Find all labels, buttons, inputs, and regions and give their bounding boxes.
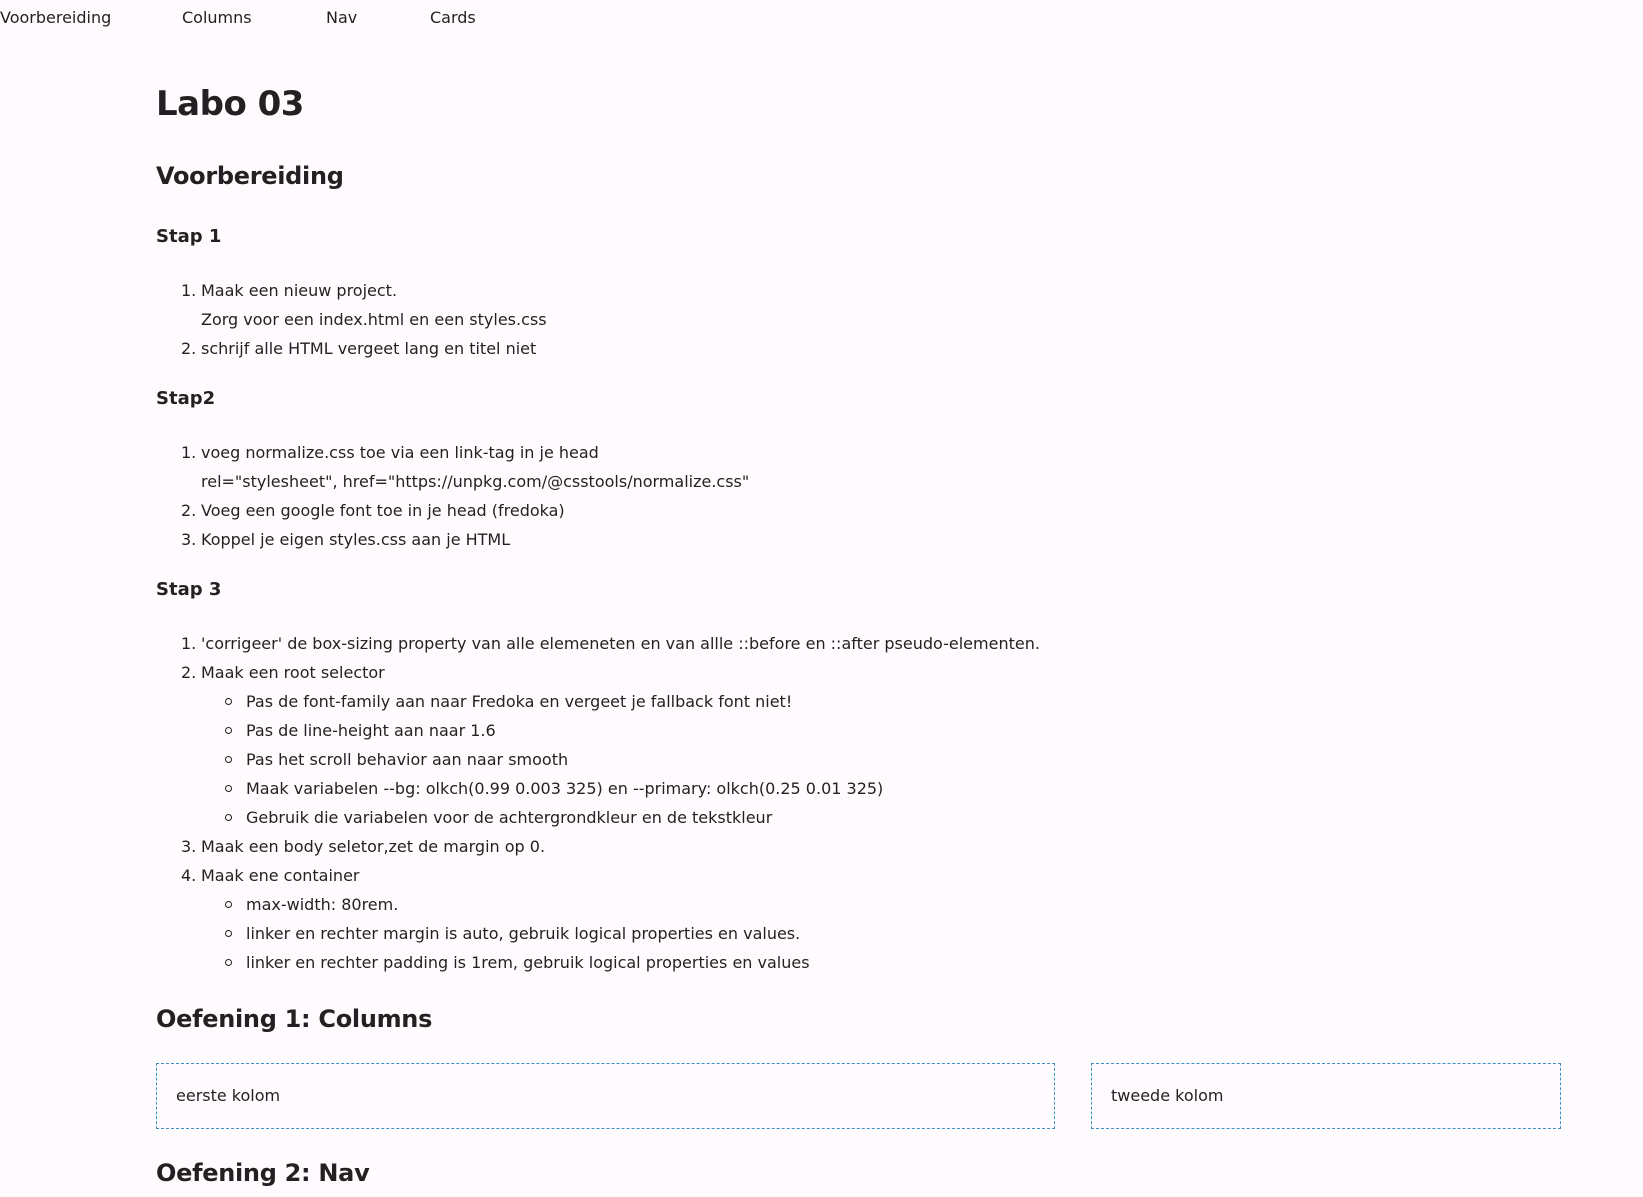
list-item — [156, 658, 1040, 832]
stap1-list — [156, 276, 547, 363]
list-number: 2. — [181, 339, 197, 358]
list-item — [156, 496, 749, 525]
list-item — [156, 629, 1040, 658]
column-text: eerste kolom — [176, 1086, 281, 1105]
sub-list-item — [201, 745, 1040, 774]
list-item — [156, 276, 547, 334]
list-item — [156, 861, 1040, 977]
section-heading-oefening1: Oefening 1: Columns — [156, 1005, 433, 1033]
list-number: 1. — [181, 281, 197, 300]
nav-link-cards[interactable]: Cards — [430, 8, 476, 27]
sub-list-item-text: Gebruik die variabelen voor de achtergrondkleur en de tekstkleur — [246, 808, 773, 827]
sub-list-item — [201, 803, 1040, 832]
list-item-text: schrijf alle HTML vergeet lang en titel niet — [201, 339, 537, 358]
stap3-heading: Stap 3 — [156, 579, 222, 600]
list-item — [156, 525, 749, 554]
section-heading-voorbereiding: Voorbereiding — [156, 162, 344, 190]
stap2-heading: Stap2 — [156, 388, 216, 409]
list-number: 2. — [181, 663, 197, 682]
nav-link-columns[interactable]: Columns — [182, 8, 252, 27]
circle-bullet-icon — [225, 756, 232, 763]
sub-list-item — [201, 774, 1040, 803]
list-item-text: Maak een nieuw project. — [201, 281, 398, 300]
list-item — [156, 438, 749, 496]
circle-bullet-icon — [225, 930, 232, 937]
list-item-text: Voeg een google font toe in je head (fredoka) — [201, 501, 565, 520]
section-heading-oefening2: Oefening 2: Nav — [156, 1159, 370, 1187]
list-item-text: Maak ene container — [201, 866, 360, 885]
column-second — [1091, 1063, 1561, 1129]
sub-list-item — [201, 919, 1040, 948]
list-item-text: Maak een body seletor,zet de margin op 0. — [201, 837, 546, 856]
sub-list-item — [201, 687, 1040, 716]
list-item-text: rel="stylesheet", href="https://unpkg.com/@csstools/normalize.css" — [201, 472, 750, 491]
list-number: 4. — [181, 866, 197, 885]
list-item-text: Zorg voor een index.html en een styles.css — [201, 310, 547, 329]
circle-bullet-icon — [225, 959, 232, 966]
list-number: 3. — [181, 837, 197, 856]
sub-list-item-text: linker en rechter margin is auto, gebruik logical properties en values. — [246, 924, 801, 943]
list-item-text: voeg normalize.css toe via een link-tag in je head — [201, 443, 599, 462]
list-item — [156, 832, 1040, 861]
stap1-heading: Stap 1 — [156, 226, 222, 247]
nav-link-nav[interactable]: Nav — [326, 8, 358, 27]
list-item-text: 'corrigeer' de box-sizing property van alle elemeneten en van allle ::before en ::after pseudo-elementen. — [201, 634, 1040, 653]
sub-list-item-text: max-width: 80rem. — [246, 895, 399, 914]
sub-list — [201, 687, 1040, 832]
sub-list-item-text: linker en rechter padding is 1rem, gebruik logical properties en values — [246, 953, 810, 972]
list-item — [156, 334, 547, 363]
column-first — [156, 1063, 1055, 1129]
list-number: 1. — [181, 443, 197, 462]
sub-list-item — [201, 716, 1040, 745]
list-number: 2. — [181, 501, 197, 520]
circle-bullet-icon — [225, 785, 232, 792]
sub-list — [201, 890, 1040, 977]
page-title: Labo 03 — [156, 84, 304, 124]
sub-list-item — [201, 948, 1040, 977]
list-item-text: Maak een root selector — [201, 663, 385, 682]
stap3-list — [156, 629, 1040, 977]
list-number: 3. — [181, 530, 197, 549]
nav-link-voorbereiding[interactable]: Voorbereiding — [0, 8, 112, 27]
sub-list-item — [201, 890, 1040, 919]
circle-bullet-icon — [225, 814, 232, 821]
sub-list-item-text: Maak variabelen --bg: olkch(0.99 0.003 325) en --primary: olkch(0.25 0.01 325) — [246, 779, 884, 798]
sub-list-item-text: Pas de line-height aan naar 1.6 — [246, 721, 496, 740]
list-number: 1. — [181, 634, 197, 653]
sub-list-item-text: Pas het scroll behavior aan naar smooth — [246, 750, 569, 769]
circle-bullet-icon — [225, 901, 232, 908]
stap2-list — [156, 438, 749, 554]
sub-list-item-text: Pas de font-family aan naar Fredoka en vergeet je fallback font niet! — [246, 692, 793, 711]
circle-bullet-icon — [225, 698, 232, 705]
list-item-text: Koppel je eigen styles.css aan je HTML — [201, 530, 511, 549]
circle-bullet-icon — [225, 727, 232, 734]
column-text: tweede kolom — [1111, 1086, 1224, 1105]
